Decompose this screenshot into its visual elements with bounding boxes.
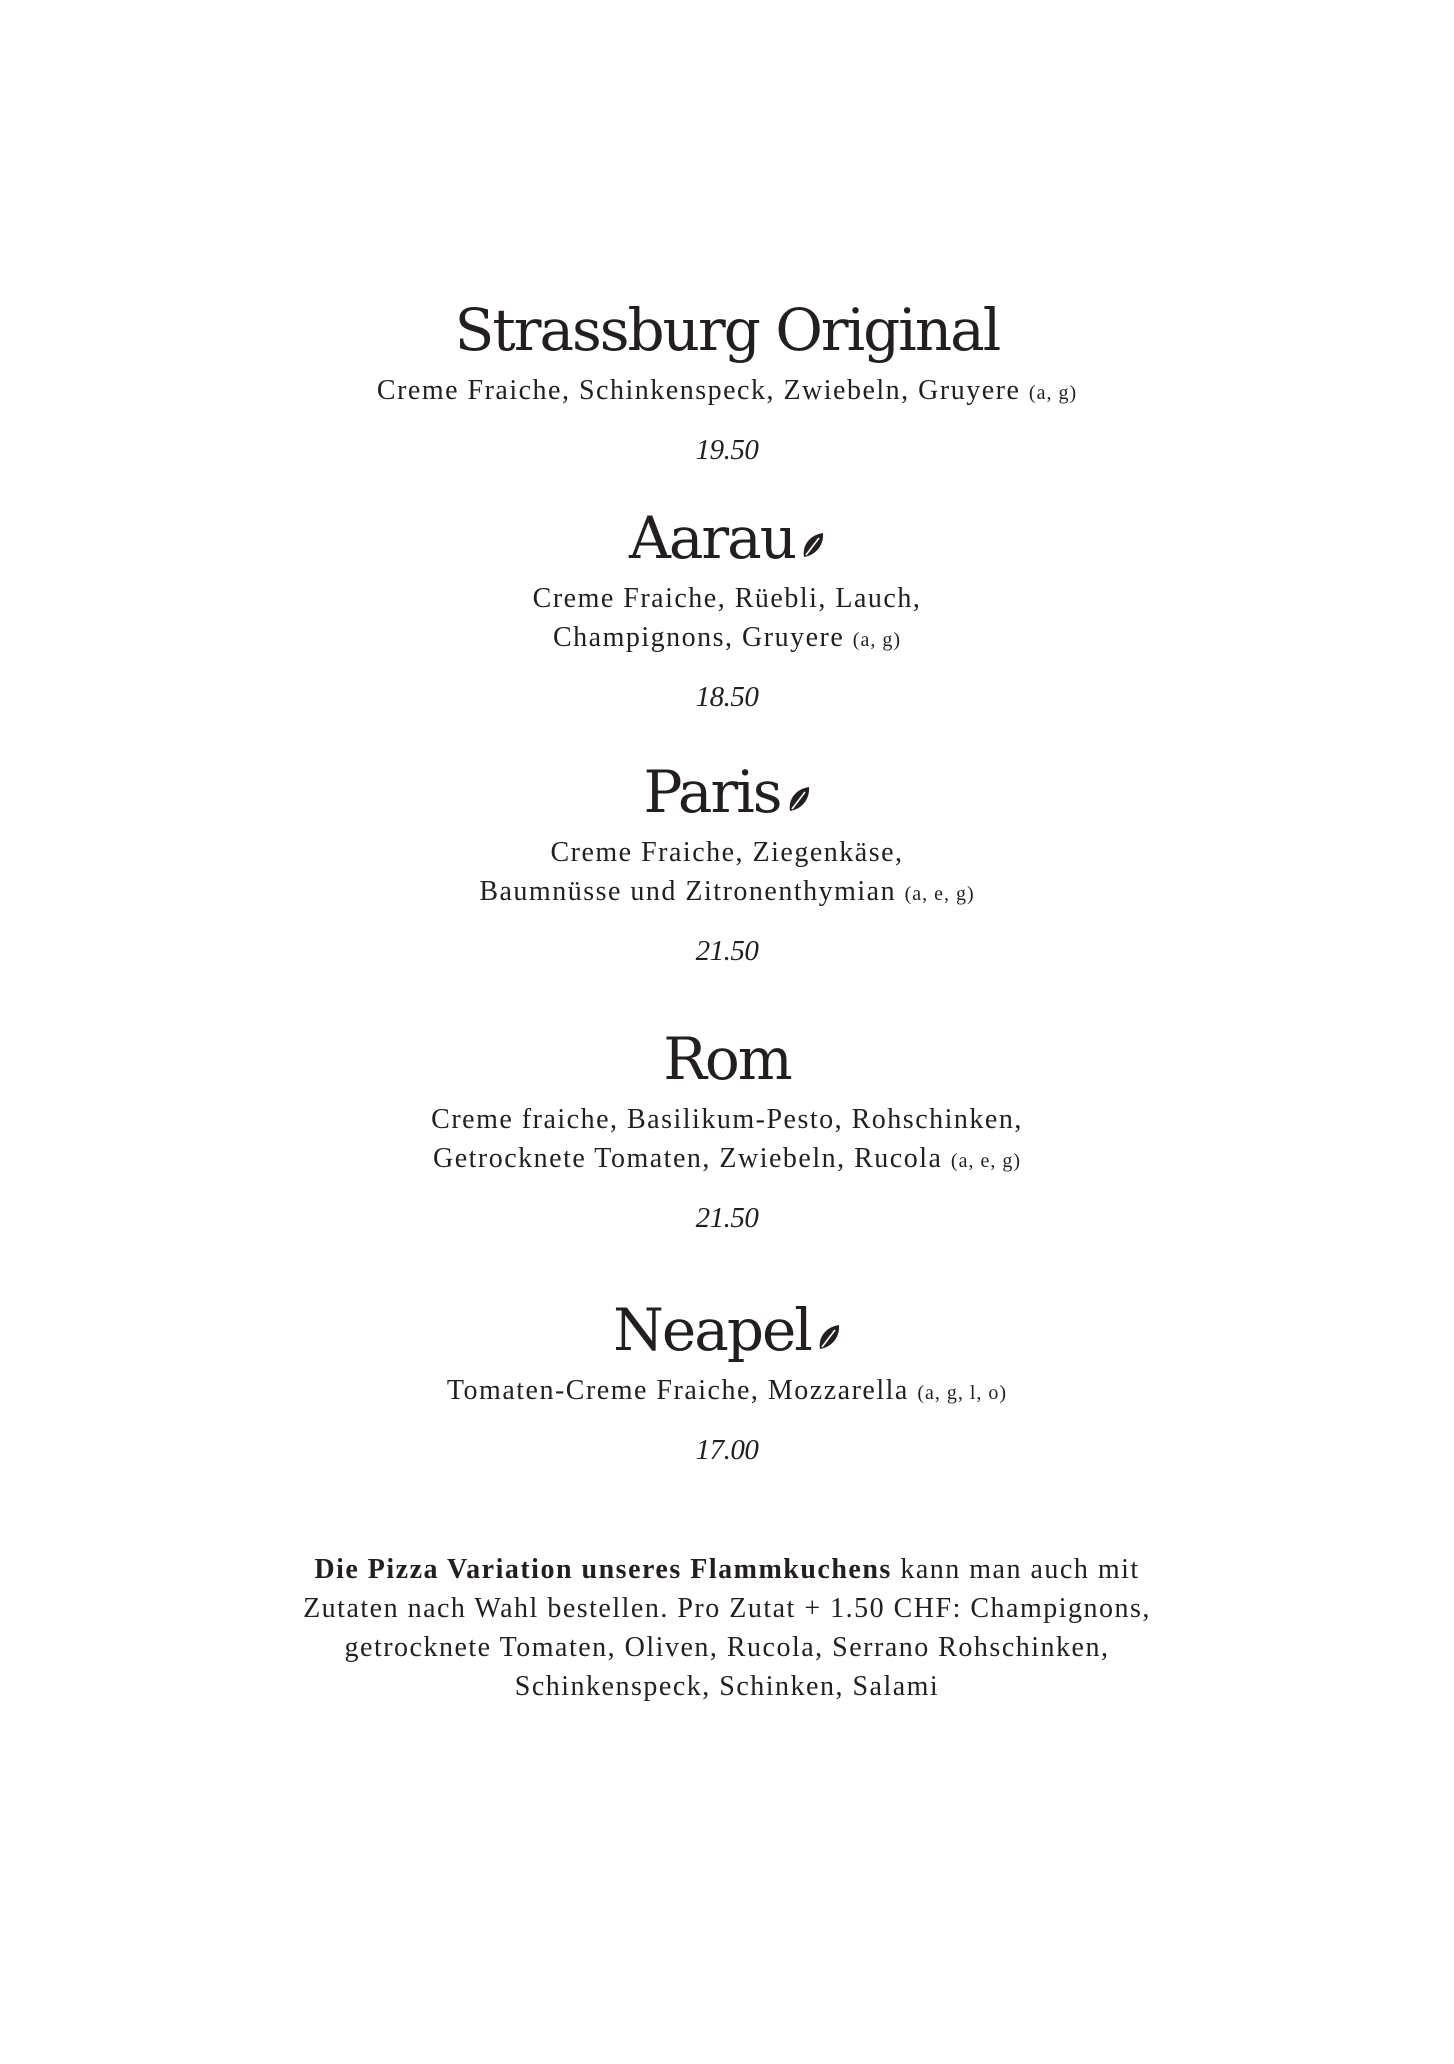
dish-price: 21.50 (695, 935, 759, 967)
allergen-codes: (a, e, g) (904, 883, 975, 905)
description-line: Creme fraiche, Basilikum-Pesto, Rohschinken, (431, 1104, 1023, 1135)
note-line: Die Pizza Variation unseres Flammkuchens kann man auch mit (314, 1554, 1140, 1585)
description-line: Creme Fraiche, Rüebli, Lauch, (532, 583, 922, 614)
dish-price: 17.00 (695, 1434, 759, 1466)
description-line: Champignons, Gruyere (a, g) (553, 622, 901, 653)
note-line: Zutaten nach Wahl bestellen. Pro Zutat + 1.50 CHF: Champignons, (303, 1593, 1151, 1624)
dish-description (0, 371, 1454, 413)
dish-name: Rom (663, 1025, 791, 1093)
description-line: Creme Fraiche, Ziegenkäse, (550, 837, 904, 868)
leaf-icon (787, 784, 811, 814)
dish-paris (0, 757, 1454, 969)
dish-description (0, 1100, 1454, 1181)
dish-price: 18.50 (695, 681, 759, 713)
note-line: getrocknete Tomaten, Oliven, Rucola, Serrano Rohschinken, (344, 1632, 1110, 1663)
allergen-codes: (a, g, l, o) (917, 1382, 1008, 1404)
dish-name: Paris (0, 757, 1454, 827)
dish-name: Aarau (0, 503, 1454, 573)
dish-description (0, 1371, 1454, 1413)
dish-name: Neapel (0, 1295, 1454, 1365)
leaf-icon (817, 1322, 841, 1352)
dish-strassburg-original (0, 295, 1454, 468)
description-line: Getrocknete Tomaten, Zwiebeln, Rucola (a, e, g) (433, 1143, 1021, 1174)
dish-name: Strassburg Original (454, 296, 1000, 364)
allergen-codes: (a, g) (1028, 382, 1078, 404)
dish-description (0, 579, 1454, 660)
allergen-codes: (a, g) (852, 629, 901, 651)
note-line: Schinkenspeck, Schinken, Salami (514, 1671, 940, 1702)
dish-description (0, 833, 1454, 914)
pizza-variation-note (0, 1550, 1454, 1706)
dish-price: 21.50 (695, 1202, 759, 1234)
leaf-icon (801, 530, 825, 560)
description-line: Creme Fraiche, Schinkenspeck, Zwiebeln, Gruyere (a, g) (376, 375, 1078, 406)
description-line: Baumnüsse und Zitronenthymian (a, e, g) (479, 876, 975, 907)
dish-aarau (0, 503, 1454, 715)
note-emphasis: Die Pizza Variation unseres Flammkuchens (314, 1554, 892, 1585)
dish-rom (0, 1024, 1454, 1236)
allergen-codes: (a, e, g) (950, 1150, 1021, 1172)
dish-price: 19.50 (695, 434, 759, 466)
dish-neapel (0, 1295, 1454, 1468)
description-line: Tomaten-Creme Fraiche, Mozzarella (a, g, l, o) (446, 1375, 1008, 1406)
